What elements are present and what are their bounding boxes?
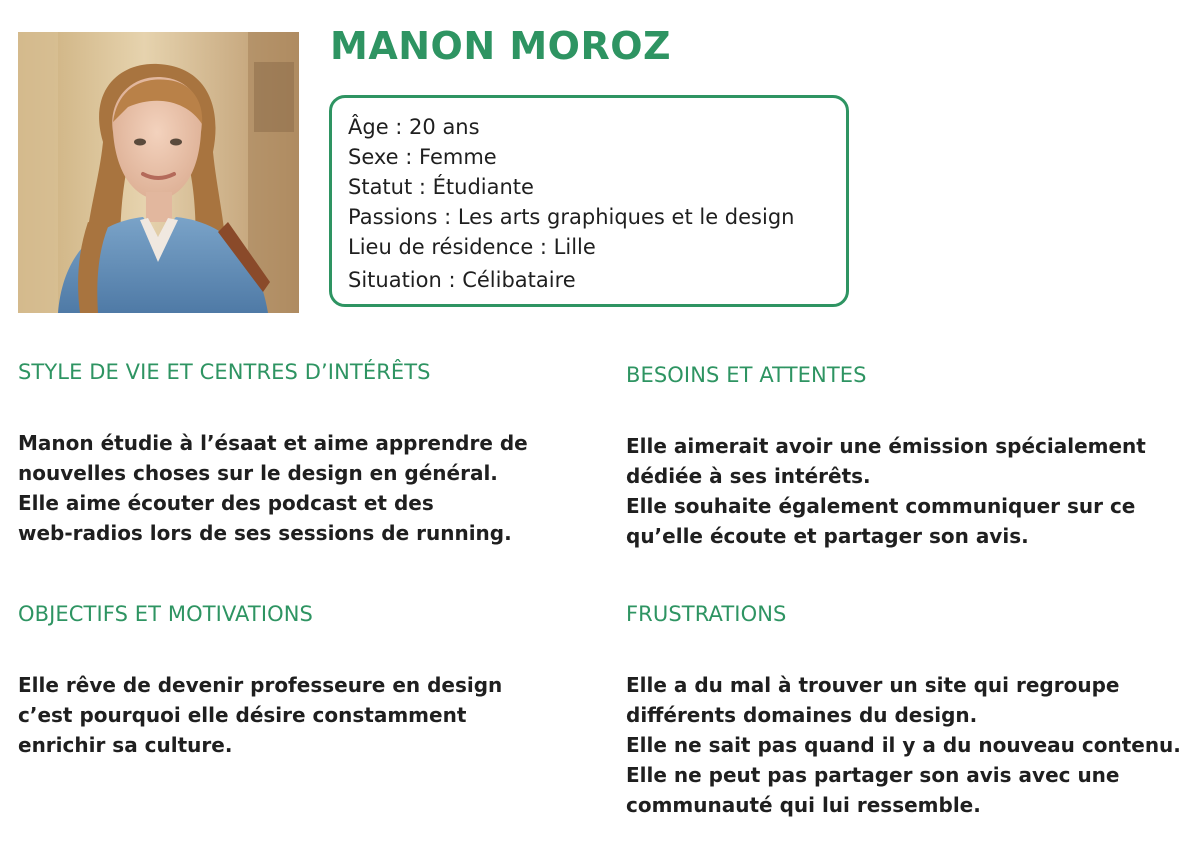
section-goals-title: OBJECTIFS ET MOTIVATIONS xyxy=(18,602,313,626)
text-line: dédiée à ses intérêts. xyxy=(626,464,871,488)
section-frustrations-title: FRUSTRATIONS xyxy=(626,602,787,626)
section-lifestyle xyxy=(18,360,528,548)
text-line: qu’elle écoute et partager son avis. xyxy=(626,524,1029,548)
section-frustrations-text xyxy=(626,670,1181,820)
section-frustrations xyxy=(626,602,1181,820)
text-line: Elle rêve de devenir professeure en design xyxy=(18,673,503,697)
text-line: web-radios lors de ses sessions de running. xyxy=(18,521,512,545)
detail-passions: Passions : Les arts graphiques et le design xyxy=(348,205,795,229)
persona-name: MANON MOROZ xyxy=(330,24,672,68)
text-line: Elle a du mal à trouver un site qui regroupe xyxy=(626,673,1120,697)
section-needs xyxy=(626,363,1146,551)
detail-age: Âge : 20 ans xyxy=(348,115,480,139)
text-line: différents domaines du design. xyxy=(626,703,978,727)
section-goals-text xyxy=(18,670,502,760)
text-line: Elle aimerait avoir une émission spécialement xyxy=(626,434,1146,458)
detail-residence: Lieu de résidence : Lille xyxy=(348,235,596,259)
text-line: Manon étudie à l’ésaat et aime apprendre de xyxy=(18,431,528,455)
section-needs-text xyxy=(626,431,1146,551)
persona-details-box xyxy=(329,95,849,307)
text-line: Elle aime écouter des podcast et des xyxy=(18,491,434,515)
text-line: nouvelles choses sur le design en général. xyxy=(18,461,498,485)
detail-situation: Situation : Célibataire xyxy=(348,268,576,292)
section-needs-title: BESOINS ET ATTENTES xyxy=(626,363,867,387)
text-line: communauté qui lui ressemble. xyxy=(626,793,981,817)
text-line: Elle souhaite également communiquer sur ce xyxy=(626,494,1136,518)
portrait-photo xyxy=(18,32,299,313)
section-lifestyle-text xyxy=(18,428,528,548)
portrait-illustration xyxy=(18,32,299,313)
text-line: c’est pourquoi elle désire constamment xyxy=(18,703,467,727)
section-goals xyxy=(18,602,502,760)
text-line: Elle ne peut pas partager son avis avec une xyxy=(626,763,1120,787)
text-line: Elle ne sait pas quand il y a du nouveau contenu. xyxy=(626,733,1181,757)
detail-sex: Sexe : Femme xyxy=(348,145,497,169)
text-line: enrichir sa culture. xyxy=(18,733,233,757)
section-lifestyle-title: STYLE DE VIE ET CENTRES D’INTÉRÊTS xyxy=(18,360,431,384)
detail-status: Statut : Étudiante xyxy=(348,175,534,199)
